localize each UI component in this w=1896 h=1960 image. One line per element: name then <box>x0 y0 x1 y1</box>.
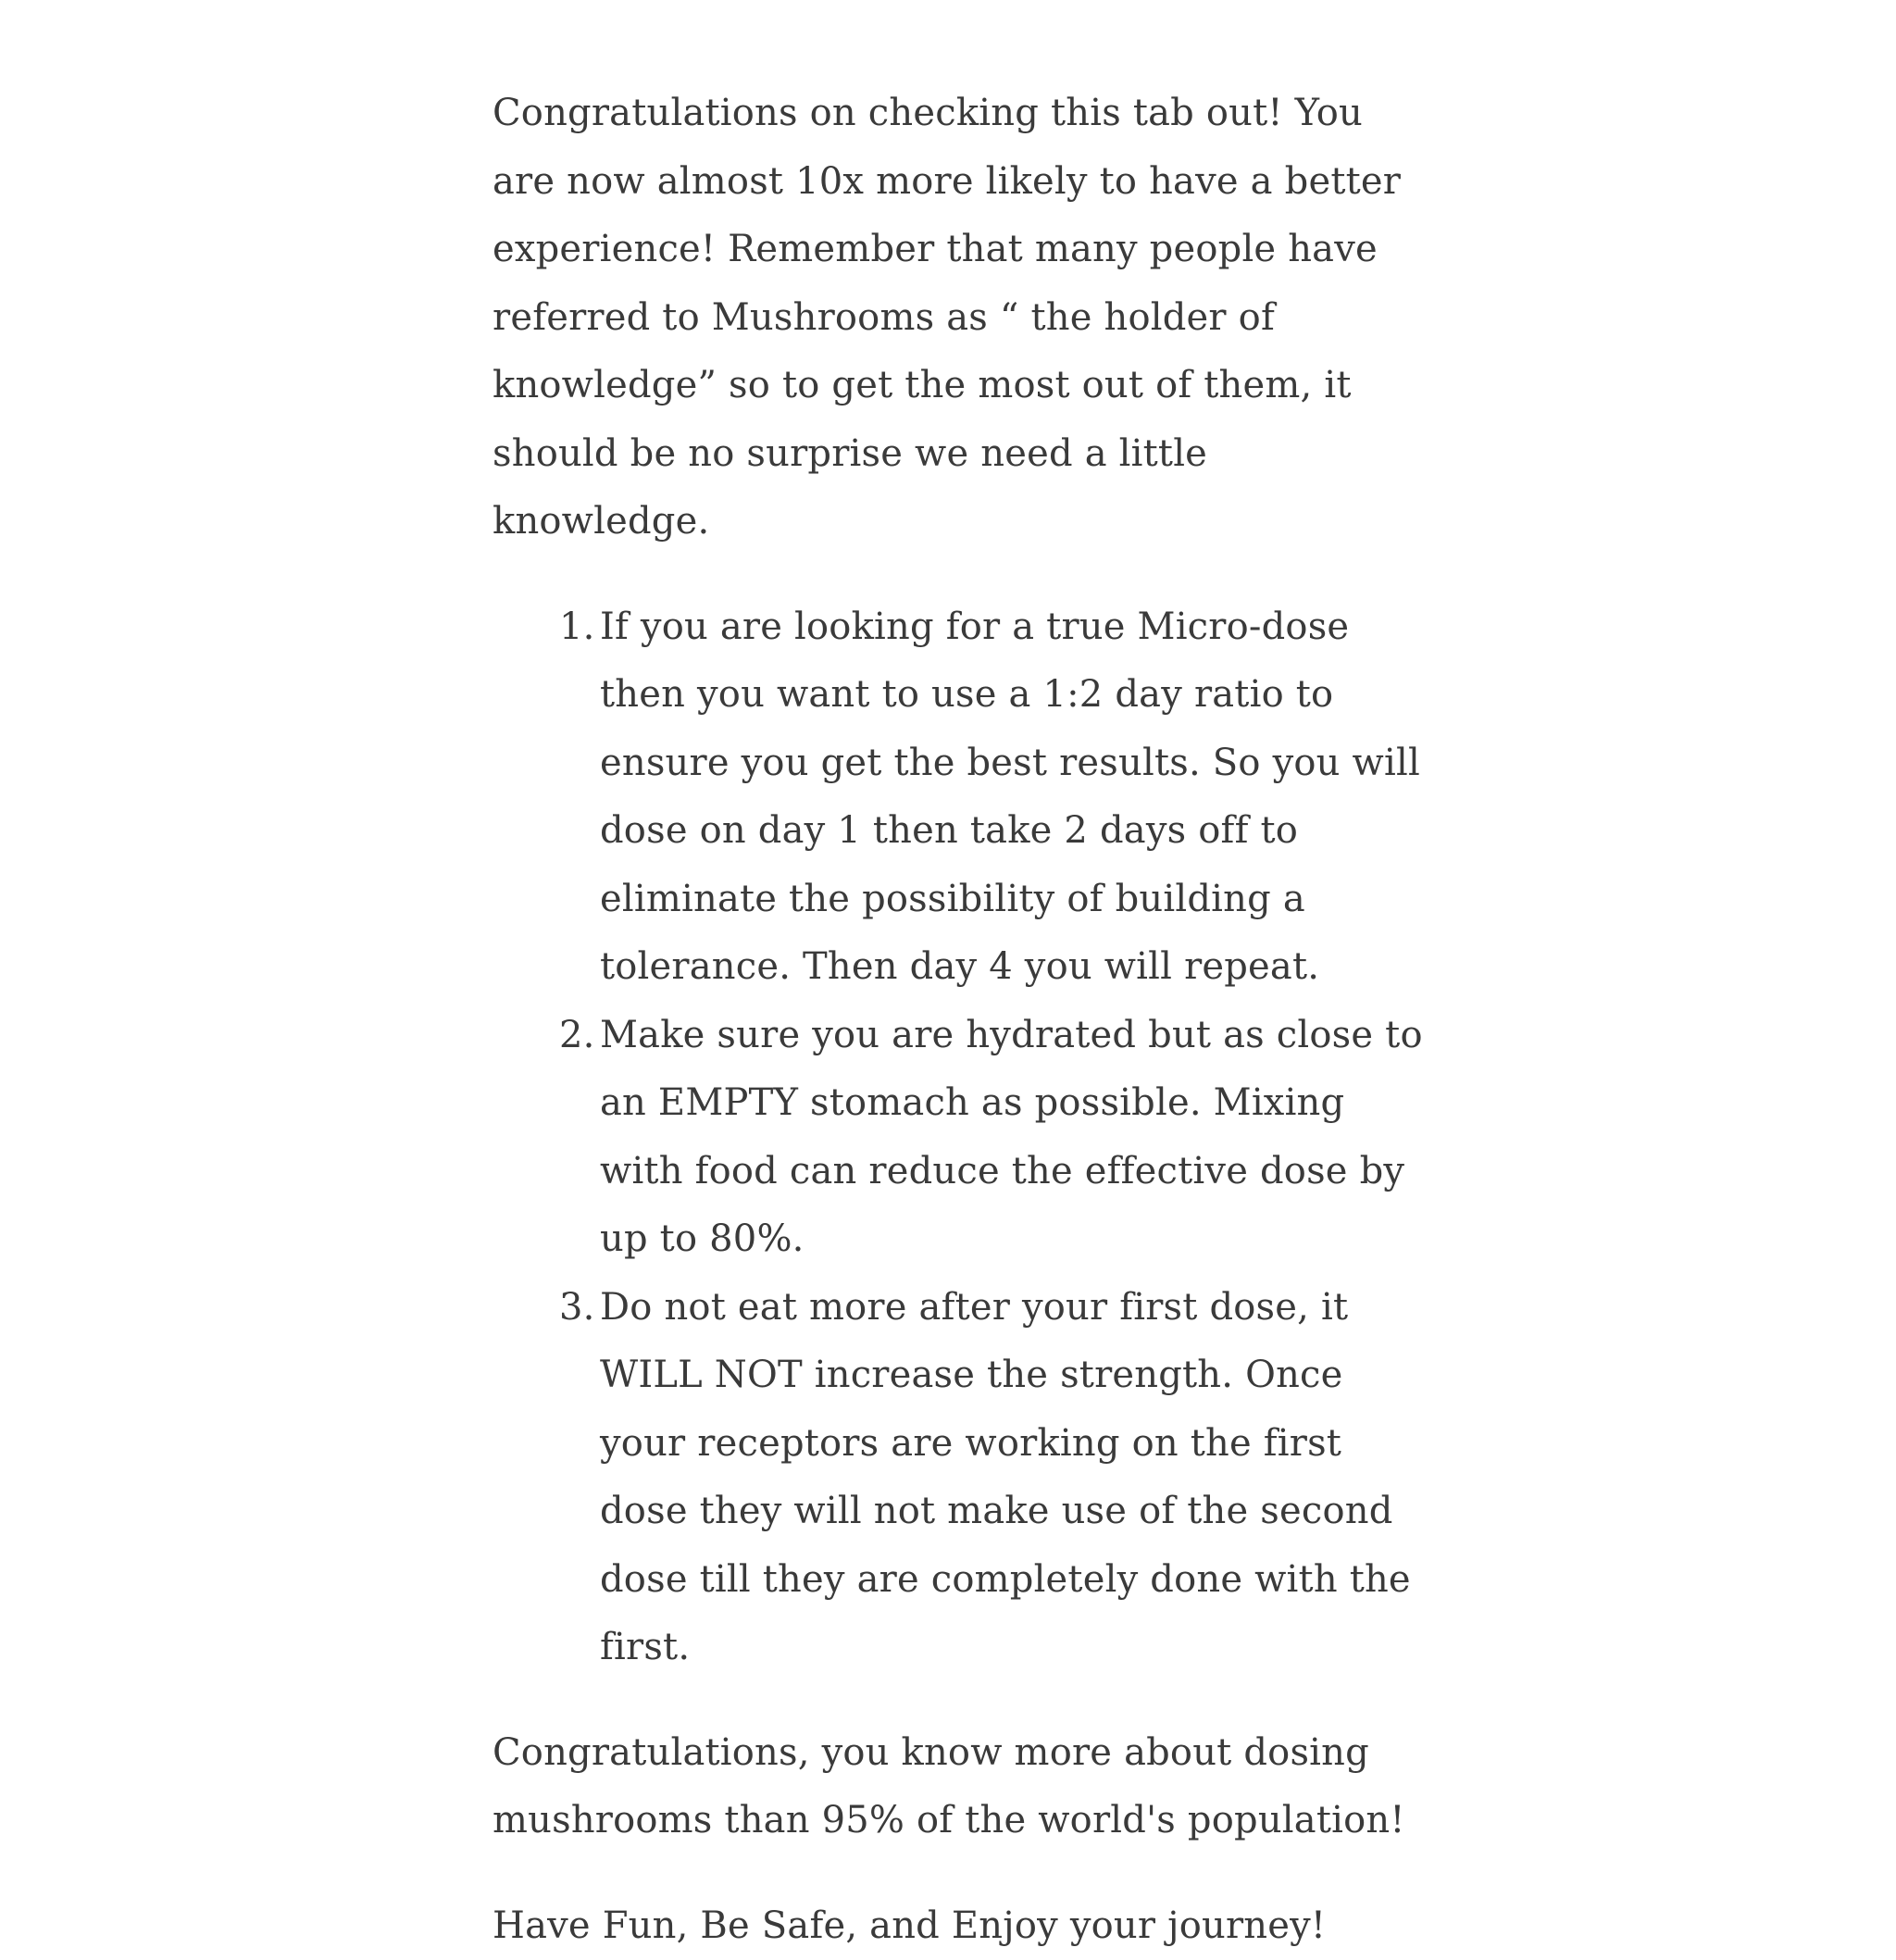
outro-paragraph: Congratulations, you know more about dosing mushrooms than 95% of the world's population! <box>493 1719 1428 1855</box>
dosing-tips-list <box>493 593 1428 1682</box>
list-item: Do not eat more after your first dose, it WILL NOT increase the strength. Once your receptors are working on the first dose they will not make use of the second dose till they are completely done with the first. <box>600 1274 1428 1682</box>
list-item: If you are looking for a true Micro-dose then you want to use a 1:2 day ratio to ensure you get the best results. So you will dose on day 1 then take 2 days off to eliminate the possibility of building a tolerance. Then day 4 you will repeat. <box>600 593 1428 1002</box>
list-item: Make sure you are hydrated but as close to an EMPTY stomach as possible. Mixing with food can reduce the effective dose by up to 80%. <box>600 1002 1428 1274</box>
closing-paragraph: Have Fun, Be Safe, and Enjoy your journey! <box>493 1892 1428 1960</box>
intro-paragraph: Congratulations on checking this tab out! You are now almost 10x more likely to have a better experience! Remember that many people have referred to Mushrooms as “ the holder of knowledge” so to get the most out of them, it should be no surprise we need a little knowledge. <box>493 80 1428 556</box>
article-body <box>493 80 1428 1960</box>
